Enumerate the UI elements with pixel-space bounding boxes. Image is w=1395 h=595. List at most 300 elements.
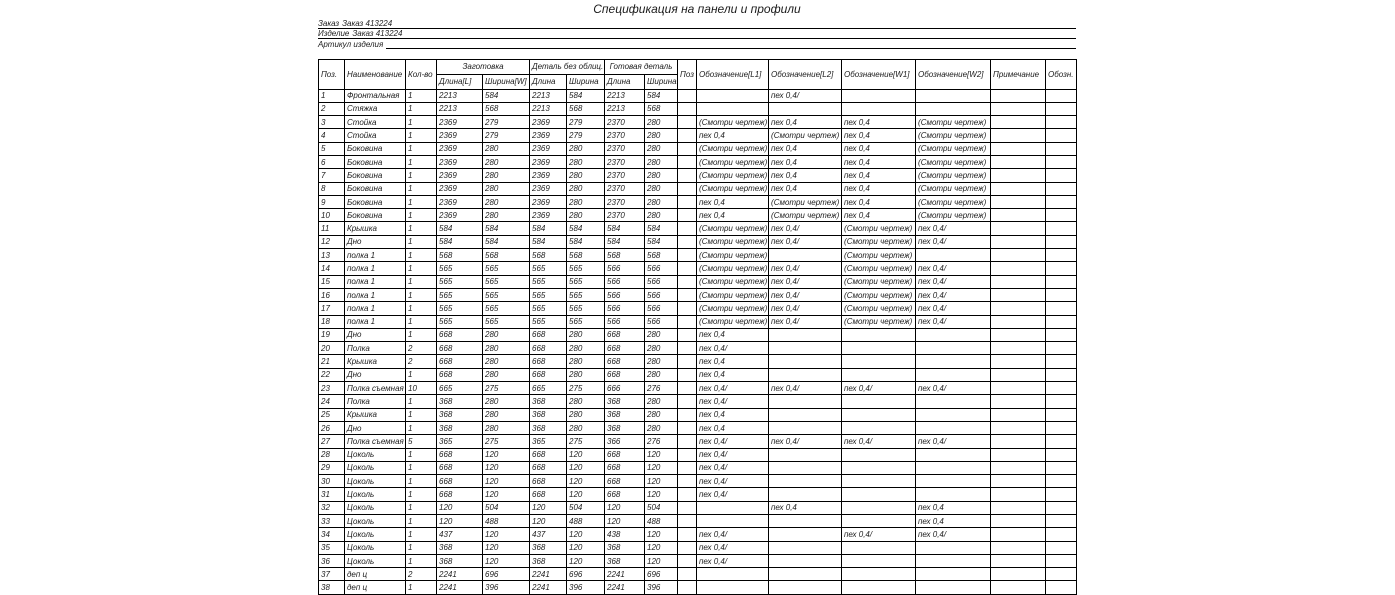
table-row xyxy=(319,302,1077,315)
cell-final-width: 584 xyxy=(645,89,678,102)
cell-note xyxy=(991,195,1046,208)
cell-mark-w1: (Смотри чертеж) xyxy=(842,288,916,301)
cell-blank-length: 568 xyxy=(437,249,483,262)
cell-detail-length: 668 xyxy=(530,488,567,501)
cell-final-width: 120 xyxy=(645,461,678,474)
cell-mark-w1 xyxy=(842,328,916,341)
cell-blank-width: 280 xyxy=(483,169,530,182)
cell-pos2 xyxy=(678,368,697,381)
cell-mark-l2 xyxy=(769,395,842,408)
cell-designation xyxy=(1046,421,1077,434)
cell-pos2 xyxy=(678,541,697,554)
cell-pos2 xyxy=(678,169,697,182)
cell-name: Крышка xyxy=(345,355,406,368)
cell-final-length: 668 xyxy=(605,461,645,474)
cell-note xyxy=(991,89,1046,102)
cell-detail-width: 396 xyxy=(567,581,605,594)
cell-qty: 1 xyxy=(406,448,437,461)
cell-note xyxy=(991,142,1046,155)
cell-detail-width: 120 xyxy=(567,541,605,554)
cell-pos2 xyxy=(678,129,697,142)
cell-blank-length: 368 xyxy=(437,395,483,408)
cell-name: Цоколь xyxy=(345,448,406,461)
cell-detail-width: 584 xyxy=(567,222,605,235)
cell-designation xyxy=(1046,182,1077,195)
cell-detail-length: 2369 xyxy=(530,182,567,195)
cell-name: деп ц xyxy=(345,581,406,594)
cell-name: Крышка xyxy=(345,222,406,235)
cell-mark-w2 xyxy=(916,448,991,461)
cell-pos2 xyxy=(678,262,697,275)
cell-detail-length: 668 xyxy=(530,342,567,355)
cell-detail-length: 437 xyxy=(530,528,567,541)
cell-mark-l1 xyxy=(697,102,769,115)
cell-detail-length: 2369 xyxy=(530,209,567,222)
cell-blank-length: 668 xyxy=(437,475,483,488)
cell-blank-width: 279 xyxy=(483,116,530,129)
cell-detail-width: 280 xyxy=(567,195,605,208)
cell-final-length: 2213 xyxy=(605,89,645,102)
cell-designation xyxy=(1046,302,1077,315)
cell-mark-l2: пех 0,4/ xyxy=(769,262,842,275)
cell-mark-l2: пех 0,4/ xyxy=(769,275,842,288)
cell-mark-l2 xyxy=(769,581,842,594)
cell-mark-w2 xyxy=(916,408,991,421)
cell-mark-l2: пех 0,4/ xyxy=(769,288,842,301)
cell-name: полка 1 xyxy=(345,249,406,262)
cell-mark-w1: пех 0,4 xyxy=(842,182,916,195)
cell-mark-w1 xyxy=(842,515,916,528)
cell-designation xyxy=(1046,315,1077,328)
cell-final-length: 668 xyxy=(605,368,645,381)
cell-mark-w2: пех 0,4/ xyxy=(916,302,991,315)
cell-note xyxy=(991,302,1046,315)
cell-mark-l1: (Смотри чертеж) xyxy=(697,169,769,182)
cell-mark-w1 xyxy=(842,395,916,408)
cell-mark-l1: (Смотри чертеж) xyxy=(697,302,769,315)
cell-final-length: 2370 xyxy=(605,169,645,182)
field-label-article: Артикул изделия xyxy=(318,39,384,49)
cell-mark-w2 xyxy=(916,541,991,554)
cell-blank-width: 280 xyxy=(483,182,530,195)
cell-mark-w1: пех 0,4 xyxy=(842,129,916,142)
cell-qty: 1 xyxy=(406,262,437,275)
cell-pos: 9 xyxy=(319,195,345,208)
cell-name: Боковина xyxy=(345,142,406,155)
cell-pos: 32 xyxy=(319,501,345,514)
cell-final-length: 668 xyxy=(605,355,645,368)
cell-detail-width: 280 xyxy=(567,142,605,155)
cell-mark-w2: пех 0,4/ xyxy=(916,262,991,275)
cell-mark-w2 xyxy=(916,421,991,434)
cell-mark-l2: пех 0,4/ xyxy=(769,315,842,328)
cell-mark-w1 xyxy=(842,581,916,594)
cell-detail-length: 2213 xyxy=(530,89,567,102)
cell-mark-w1: пех 0,4 xyxy=(842,195,916,208)
cell-final-width: 276 xyxy=(645,382,678,395)
cell-qty: 2 xyxy=(406,568,437,581)
cell-mark-l1: (Смотри чертеж) xyxy=(697,182,769,195)
cell-note xyxy=(991,249,1046,262)
cell-mark-w1: (Смотри чертеж) xyxy=(842,315,916,328)
table-row xyxy=(319,155,1077,168)
cell-mark-l2: пех 0,4/ xyxy=(769,382,842,395)
cell-qty: 1 xyxy=(406,395,437,408)
cell-qty: 1 xyxy=(406,368,437,381)
cell-detail-length: 2213 xyxy=(530,102,567,115)
cell-mark-w2: (Смотри чертеж) xyxy=(916,116,991,129)
cell-name: Дно xyxy=(345,368,406,381)
cell-name: Крышка xyxy=(345,408,406,421)
cell-mark-l1 xyxy=(697,89,769,102)
table-row xyxy=(319,169,1077,182)
cell-final-length: 2370 xyxy=(605,142,645,155)
cell-mark-w2 xyxy=(916,475,991,488)
cell-blank-length: 668 xyxy=(437,342,483,355)
cell-qty: 1 xyxy=(406,554,437,567)
cell-final-length: 584 xyxy=(605,235,645,248)
cell-detail-length: 565 xyxy=(530,288,567,301)
cell-qty: 2 xyxy=(406,355,437,368)
col-header-mark-w1: Обозначение[W1] xyxy=(842,59,916,89)
cell-qty: 1 xyxy=(406,89,437,102)
cell-blank-width: 504 xyxy=(483,501,530,514)
cell-qty: 10 xyxy=(406,382,437,395)
cell-blank-length: 365 xyxy=(437,435,483,448)
col-header-qty: Кол-во xyxy=(406,59,437,89)
cell-note xyxy=(991,235,1046,248)
cell-designation xyxy=(1046,275,1077,288)
cell-name: Боковина xyxy=(345,169,406,182)
cell-pos: 24 xyxy=(319,395,345,408)
cell-qty: 1 xyxy=(406,475,437,488)
cell-final-width: 504 xyxy=(645,501,678,514)
cell-detail-width: 275 xyxy=(567,382,605,395)
cell-pos: 20 xyxy=(319,342,345,355)
cell-pos: 28 xyxy=(319,448,345,461)
cell-blank-width: 275 xyxy=(483,435,530,448)
cell-mark-w2: пех 0,4/ xyxy=(916,435,991,448)
cell-mark-l2 xyxy=(769,461,842,474)
cell-designation xyxy=(1046,488,1077,501)
cell-mark-l1: пех 0,4/ xyxy=(697,382,769,395)
cell-final-length: 566 xyxy=(605,262,645,275)
cell-mark-l2 xyxy=(769,475,842,488)
cell-designation xyxy=(1046,554,1077,567)
cell-note xyxy=(991,568,1046,581)
cell-final-length: 584 xyxy=(605,222,645,235)
cell-mark-l1: (Смотри чертеж) xyxy=(697,155,769,168)
cell-blank-length: 2241 xyxy=(437,581,483,594)
cell-designation xyxy=(1046,169,1077,182)
cell-blank-length: 368 xyxy=(437,408,483,421)
cell-blank-length: 565 xyxy=(437,302,483,315)
cell-pos: 31 xyxy=(319,488,345,501)
cell-qty: 1 xyxy=(406,209,437,222)
cell-mark-l2 xyxy=(769,355,842,368)
cell-pos: 19 xyxy=(319,328,345,341)
table-row xyxy=(319,275,1077,288)
table-row xyxy=(319,448,1077,461)
cell-mark-l2 xyxy=(769,488,842,501)
cell-mark-w1 xyxy=(842,342,916,355)
cell-note xyxy=(991,209,1046,222)
cell-blank-width: 120 xyxy=(483,475,530,488)
cell-mark-l1: пех 0,4/ xyxy=(697,528,769,541)
cell-detail-length: 2369 xyxy=(530,155,567,168)
cell-note xyxy=(991,275,1046,288)
cell-final-length: 368 xyxy=(605,554,645,567)
cell-mark-w2 xyxy=(916,581,991,594)
table-row xyxy=(319,515,1077,528)
field-value-product: Заказ 413224 xyxy=(352,29,403,38)
table-row xyxy=(319,541,1077,554)
cell-detail-width: 280 xyxy=(567,408,605,421)
cell-detail-width: 696 xyxy=(567,568,605,581)
cell-designation xyxy=(1046,222,1077,235)
cell-detail-length: 668 xyxy=(530,448,567,461)
cell-mark-l2 xyxy=(769,408,842,421)
cell-final-length: 2370 xyxy=(605,195,645,208)
cell-blank-width: 565 xyxy=(483,262,530,275)
cell-mark-w1: (Смотри чертеж) xyxy=(842,262,916,275)
cell-mark-w1: пех 0,4/ xyxy=(842,435,916,448)
cell-pos: 29 xyxy=(319,461,345,474)
cell-pos: 22 xyxy=(319,368,345,381)
header-fields xyxy=(318,18,1076,49)
cell-mark-l1: пех 0,4/ xyxy=(697,461,769,474)
cell-detail-width: 280 xyxy=(567,209,605,222)
cell-qty: 1 xyxy=(406,275,437,288)
cell-final-length: 668 xyxy=(605,475,645,488)
cell-detail-length: 2369 xyxy=(530,195,567,208)
cell-detail-length: 368 xyxy=(530,421,567,434)
table-row xyxy=(319,116,1077,129)
cell-designation xyxy=(1046,461,1077,474)
cell-pos2 xyxy=(678,475,697,488)
cell-note xyxy=(991,155,1046,168)
table-row xyxy=(319,315,1077,328)
cell-final-width: 120 xyxy=(645,488,678,501)
cell-mark-l2: (Смотри чертеж) xyxy=(769,195,842,208)
group-header-detail: Деталь без облиц. xyxy=(530,59,605,74)
cell-mark-l1: пех 0,4/ xyxy=(697,342,769,355)
table-row xyxy=(319,195,1077,208)
cell-final-length: 2370 xyxy=(605,155,645,168)
cell-detail-length: 2369 xyxy=(530,129,567,142)
spec-sheet xyxy=(318,0,1076,595)
cell-mark-l1: (Смотри чертеж) xyxy=(697,222,769,235)
cell-blank-width: 584 xyxy=(483,235,530,248)
field-line-article xyxy=(318,39,1076,49)
cell-note xyxy=(991,355,1046,368)
cell-note xyxy=(991,515,1046,528)
cell-mark-w2 xyxy=(916,488,991,501)
cell-final-length: 120 xyxy=(605,515,645,528)
cell-note xyxy=(991,581,1046,594)
cell-detail-width: 120 xyxy=(567,461,605,474)
cell-note xyxy=(991,116,1046,129)
cell-blank-width: 120 xyxy=(483,541,530,554)
cell-designation xyxy=(1046,501,1077,514)
cell-final-length: 666 xyxy=(605,382,645,395)
field-value-order: Заказ 413224 xyxy=(342,18,393,28)
table-row xyxy=(319,102,1077,115)
cell-name: Боковина xyxy=(345,195,406,208)
cell-final-width: 280 xyxy=(645,408,678,421)
cell-final-length: 2241 xyxy=(605,581,645,594)
cell-qty: 1 xyxy=(406,249,437,262)
cell-note xyxy=(991,554,1046,567)
cell-final-width: 488 xyxy=(645,515,678,528)
cell-blank-width: 584 xyxy=(483,222,530,235)
cell-designation xyxy=(1046,581,1077,594)
cell-mark-w1: (Смотри чертеж) xyxy=(842,302,916,315)
cell-mark-l1: пех 0,4 xyxy=(697,195,769,208)
cell-detail-length: 120 xyxy=(530,501,567,514)
cell-mark-l1 xyxy=(697,581,769,594)
cell-qty: 1 xyxy=(406,515,437,528)
cell-pos: 15 xyxy=(319,275,345,288)
cell-blank-length: 2369 xyxy=(437,142,483,155)
table-row xyxy=(319,235,1077,248)
table-row xyxy=(319,182,1077,195)
cell-pos: 35 xyxy=(319,541,345,554)
cell-designation xyxy=(1046,528,1077,541)
cell-designation xyxy=(1046,328,1077,341)
cell-mark-l1: (Смотри чертеж) xyxy=(697,275,769,288)
cell-name: Дно xyxy=(345,328,406,341)
cell-detail-length: 2241 xyxy=(530,568,567,581)
cell-designation xyxy=(1046,249,1077,262)
cell-mark-l2: пех 0,4/ xyxy=(769,222,842,235)
cell-blank-width: 280 xyxy=(483,328,530,341)
cell-blank-width: 280 xyxy=(483,195,530,208)
cell-designation xyxy=(1046,235,1077,248)
cell-mark-l2: пех 0,4 xyxy=(769,501,842,514)
cell-mark-l1: пех 0,4/ xyxy=(697,395,769,408)
cell-final-length: 438 xyxy=(605,528,645,541)
spec-table xyxy=(318,59,1077,595)
cell-mark-w1: пех 0,4 xyxy=(842,116,916,129)
cell-designation xyxy=(1046,142,1077,155)
cell-blank-width: 565 xyxy=(483,275,530,288)
table-row xyxy=(319,129,1077,142)
page-title: Спецификация на панели и профили xyxy=(593,2,801,16)
cell-blank-width: 280 xyxy=(483,395,530,408)
cell-qty: 1 xyxy=(406,501,437,514)
cell-blank-length: 2241 xyxy=(437,568,483,581)
cell-final-length: 2370 xyxy=(605,182,645,195)
cell-pos: 18 xyxy=(319,315,345,328)
cell-mark-w1: пех 0,4 xyxy=(842,142,916,155)
cell-pos2 xyxy=(678,554,697,567)
cell-mark-l1: пех 0,4/ xyxy=(697,554,769,567)
col-header-detail-width: Ширина xyxy=(567,74,605,89)
cell-blank-length: 584 xyxy=(437,222,483,235)
cell-note xyxy=(991,461,1046,474)
cell-note xyxy=(991,342,1046,355)
cell-pos2 xyxy=(678,235,697,248)
cell-designation xyxy=(1046,89,1077,102)
cell-blank-length: 565 xyxy=(437,315,483,328)
cell-blank-length: 368 xyxy=(437,421,483,434)
cell-mark-l1: пех 0,4/ xyxy=(697,488,769,501)
cell-name: Полка съемная xyxy=(345,435,406,448)
cell-mark-l1 xyxy=(697,568,769,581)
cell-name: Цоколь xyxy=(345,515,406,528)
cell-mark-w1: (Смотри чертеж) xyxy=(842,249,916,262)
cell-mark-w2: (Смотри чертеж) xyxy=(916,142,991,155)
cell-pos2 xyxy=(678,102,697,115)
table-row xyxy=(319,461,1077,474)
cell-detail-length: 2369 xyxy=(530,169,567,182)
cell-pos: 34 xyxy=(319,528,345,541)
cell-final-width: 280 xyxy=(645,116,678,129)
cell-name: Цоколь xyxy=(345,541,406,554)
spec-table-body xyxy=(319,89,1077,594)
cell-name: Стойка xyxy=(345,116,406,129)
cell-name: Дно xyxy=(345,421,406,434)
cell-detail-length: 368 xyxy=(530,554,567,567)
cell-detail-length: 565 xyxy=(530,302,567,315)
cell-detail-width: 280 xyxy=(567,368,605,381)
cell-qty: 1 xyxy=(406,222,437,235)
cell-blank-width: 565 xyxy=(483,288,530,301)
cell-mark-w1 xyxy=(842,368,916,381)
cell-pos2 xyxy=(678,222,697,235)
cell-mark-l2: пех 0,4 xyxy=(769,182,842,195)
cell-pos: 37 xyxy=(319,568,345,581)
cell-designation xyxy=(1046,368,1077,381)
cell-note xyxy=(991,421,1046,434)
cell-final-width: 280 xyxy=(645,142,678,155)
cell-name: Боковина xyxy=(345,182,406,195)
cell-mark-w1 xyxy=(842,568,916,581)
cell-mark-l1: пех 0,4 xyxy=(697,129,769,142)
cell-name: Фронтальная xyxy=(345,89,406,102)
cell-detail-width: 280 xyxy=(567,421,605,434)
cell-blank-length: 565 xyxy=(437,262,483,275)
cell-mark-w2 xyxy=(916,89,991,102)
cell-blank-length: 2213 xyxy=(437,89,483,102)
cell-blank-width: 280 xyxy=(483,368,530,381)
cell-name: Стойка xyxy=(345,129,406,142)
cell-mark-l1: пех 0,4 xyxy=(697,355,769,368)
cell-final-width: 280 xyxy=(645,355,678,368)
cell-designation xyxy=(1046,116,1077,129)
cell-qty: 1 xyxy=(406,328,437,341)
cell-note xyxy=(991,395,1046,408)
cell-blank-length: 368 xyxy=(437,554,483,567)
cell-pos2 xyxy=(678,382,697,395)
cell-detail-length: 584 xyxy=(530,235,567,248)
cell-mark-l2: пех 0,4/ xyxy=(769,235,842,248)
cell-mark-w2 xyxy=(916,342,991,355)
cell-detail-length: 2369 xyxy=(530,116,567,129)
cell-mark-l1: пех 0,4 xyxy=(697,328,769,341)
cell-blank-width: 120 xyxy=(483,461,530,474)
cell-designation xyxy=(1046,195,1077,208)
cell-mark-l2 xyxy=(769,342,842,355)
cell-mark-l1: пех 0,4 xyxy=(697,421,769,434)
cell-qty: 1 xyxy=(406,102,437,115)
cell-final-length: 2213 xyxy=(605,102,645,115)
cell-mark-l2: (Смотри чертеж) xyxy=(769,209,842,222)
cell-final-width: 120 xyxy=(645,554,678,567)
cell-final-width: 280 xyxy=(645,342,678,355)
cell-note xyxy=(991,102,1046,115)
